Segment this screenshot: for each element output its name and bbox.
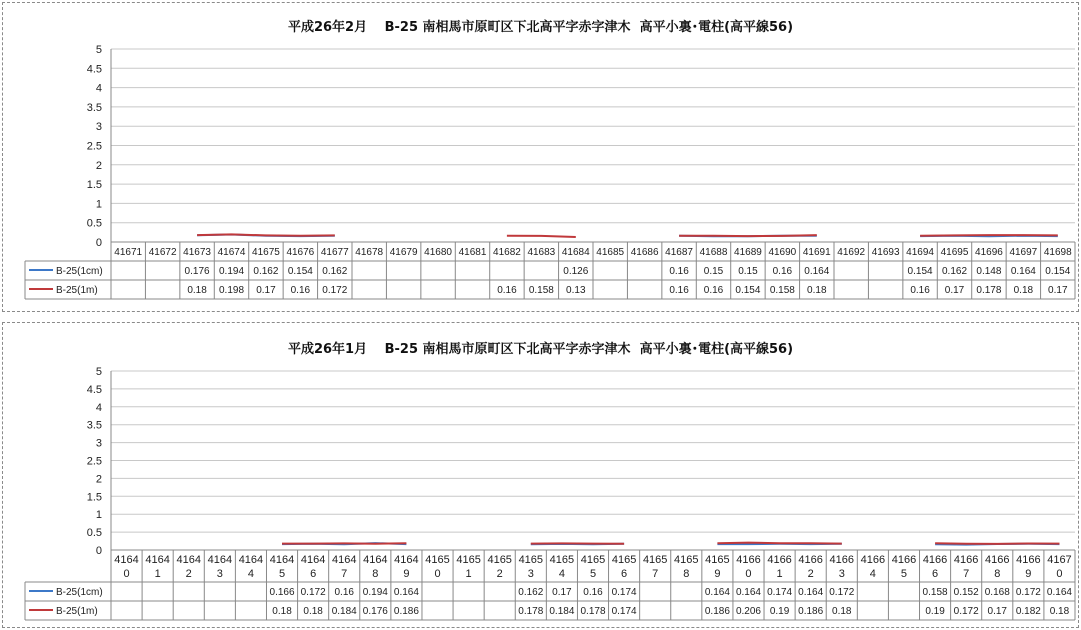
category-label: 41698 [1043, 247, 1072, 258]
category-label: 41679 [389, 247, 418, 258]
series-line [197, 234, 335, 235]
data-value: 0.16 [772, 266, 793, 277]
data-value: 0.18 [807, 285, 827, 296]
data-value: 0.126 [563, 266, 589, 277]
data-value: 0.154 [907, 266, 933, 277]
y-tick-label: 1.5 [86, 179, 102, 192]
data-value: 0.16 [290, 285, 311, 296]
y-tick-label: 3.5 [86, 101, 102, 114]
data-value: 0.174 [767, 587, 793, 598]
category-label: 41684 [561, 247, 590, 258]
y-tick-label: 1.5 [86, 491, 102, 504]
y-tick-label: 4 [95, 401, 102, 414]
category-label: 4164 6 [300, 554, 326, 580]
data-value: 0.164 [393, 587, 419, 598]
y-tick-label: 4.5 [86, 63, 102, 76]
category-label: 4165 3 [518, 554, 544, 580]
y-tick-label: 4 [95, 82, 102, 95]
data-value: 0.176 [362, 606, 388, 617]
category-label: 41687 [665, 247, 693, 258]
chart-panel-jan [2, 322, 1079, 628]
category-label: 41693 [871, 247, 900, 258]
data-value: 0.164 [1010, 266, 1036, 277]
category-label: 41697 [1009, 247, 1038, 258]
data-value: 0.174 [611, 587, 637, 598]
data-value: 0.164 [798, 587, 824, 598]
data-value: 0.154 [287, 266, 313, 277]
category-label: 4166 5 [891, 554, 917, 580]
chart-title: 平成26年2月 B-25 南相馬市原町区下北高平字赤字津木 高平小裏･電柱(高平線56) [287, 20, 794, 35]
data-value: 0.17 [552, 587, 572, 598]
category-label: 41678 [355, 247, 384, 258]
data-value: 0.18 [303, 606, 323, 617]
data-value: 0.162 [322, 266, 348, 277]
data-value: 0.164 [735, 587, 761, 598]
category-label: 41694 [906, 247, 934, 258]
data-value: 0.176 [184, 266, 210, 277]
category-label: 41681 [458, 247, 487, 258]
y-tick-label: 2 [95, 159, 102, 172]
data-value: 0.13 [566, 285, 586, 296]
data-value: 0.186 [798, 606, 824, 617]
data-value: 0.154 [735, 285, 761, 296]
y-tick-label: 2 [95, 473, 102, 486]
category-label: 4164 1 [145, 554, 170, 580]
category-label: 4164 0 [114, 554, 139, 580]
category-label: 4164 5 [269, 554, 295, 580]
y-tick-label: 2.5 [86, 455, 102, 468]
category-label: 4164 9 [394, 554, 419, 580]
data-value: 0.158 [528, 285, 554, 296]
data-value: 0.184 [549, 606, 575, 617]
category-label: 4166 7 [953, 554, 979, 580]
category-label: 41676 [286, 247, 315, 258]
category-label: 4166 0 [736, 554, 761, 580]
data-value: 0.152 [953, 587, 979, 598]
category-label: 41673 [183, 247, 211, 258]
category-label: 4166 1 [767, 554, 792, 580]
category-label: 4164 4 [238, 554, 264, 580]
category-label: 4166 2 [798, 554, 823, 580]
data-value: 0.158 [922, 587, 948, 598]
data-value: 0.16 [497, 285, 517, 296]
series-line [920, 235, 1058, 236]
data-value: 0.174 [611, 606, 637, 617]
data-value: 0.16 [334, 587, 354, 598]
category-label: 4166 6 [922, 554, 948, 580]
data-value: 0.172 [300, 587, 326, 598]
data-value: 0.17 [256, 285, 276, 296]
category-label: 4164 3 [207, 554, 233, 580]
data-value: 0.17 [987, 606, 1007, 617]
category-label: 41689 [734, 247, 762, 258]
category-label: 4165 6 [611, 554, 637, 580]
data-value: 0.186 [704, 606, 730, 617]
chart-title: 平成26年1月 B-25 南相馬市原町区下北高平字赤字津木 高平小裏･電柱(高平線56) [287, 342, 794, 357]
data-value: 0.168 [984, 587, 1010, 598]
series-line [935, 543, 1059, 544]
data-value: 0.162 [253, 266, 279, 277]
legend-label: B-25(1cm) [56, 587, 103, 598]
category-label: 4165 4 [549, 554, 575, 580]
data-value: 0.186 [393, 606, 419, 617]
series-line [507, 236, 576, 237]
category-label: 41672 [148, 247, 177, 258]
data-value: 0.206 [735, 606, 761, 617]
data-value: 0.17 [944, 285, 965, 296]
data-value: 0.158 [769, 285, 795, 296]
category-label: 4166 3 [829, 554, 855, 580]
category-label: 4167 0 [1047, 554, 1072, 580]
category-label: 41680 [424, 247, 452, 258]
data-value: 0.166 [269, 587, 295, 598]
data-value: 0.184 [331, 606, 357, 617]
y-tick-label: 0.5 [86, 217, 102, 230]
data-value: 0.16 [910, 285, 930, 296]
category-label: 41686 [630, 247, 659, 258]
data-value: 0.16 [669, 266, 689, 277]
y-tick-label: 3 [95, 437, 102, 450]
data-value: 0.164 [704, 587, 730, 598]
category-label: 41692 [837, 247, 866, 258]
legend-label: B-25(1cm) [56, 266, 103, 277]
category-label: 4164 2 [176, 554, 201, 580]
data-value: 0.19 [925, 606, 945, 617]
y-tick-label: 2.5 [86, 140, 102, 153]
category-label: 41685 [596, 247, 625, 258]
data-value: 0.18 [1049, 606, 1070, 617]
data-value: 0.18 [187, 285, 207, 296]
data-value: 0.162 [518, 587, 544, 598]
y-tick-label: 5 [95, 366, 102, 378]
data-value: 0.182 [1015, 606, 1041, 617]
chart-svg-feb [3, 3, 1080, 313]
y-tick-label: 3 [95, 121, 102, 134]
data-value: 0.164 [804, 266, 830, 277]
category-label: 4164 7 [331, 554, 357, 580]
data-value: 0.194 [218, 266, 245, 277]
data-value: 0.148 [976, 266, 1002, 277]
legend-label: B-25(1m) [56, 285, 98, 296]
y-tick-label: 5 [95, 44, 102, 56]
data-value: 0.172 [829, 587, 855, 598]
chart-panel-feb [2, 2, 1079, 312]
data-value: 0.16 [703, 285, 724, 296]
category-label: 41690 [768, 247, 797, 258]
category-label: 41683 [527, 247, 556, 258]
data-value: 0.18 [1013, 285, 1034, 296]
category-label: 4165 2 [487, 554, 512, 580]
data-value: 0.162 [941, 266, 968, 277]
category-label: 4166 8 [985, 554, 1010, 580]
category-label: 41695 [940, 247, 969, 258]
category-label: 41696 [975, 247, 1003, 258]
y-tick-label: 0 [95, 545, 102, 557]
category-label: 4165 9 [705, 554, 730, 580]
y-tick-label: 0 [95, 237, 102, 249]
category-label: 4164 8 [363, 554, 388, 580]
data-value: 0.18 [272, 606, 292, 617]
data-value: 0.178 [518, 606, 544, 617]
data-value: 0.198 [218, 285, 245, 296]
data-value: 0.18 [832, 606, 852, 617]
data-value: 0.178 [976, 285, 1002, 296]
data-value: 0.154 [1045, 266, 1071, 277]
data-value: 0.164 [1046, 587, 1072, 598]
data-value: 0.15 [703, 266, 724, 277]
y-tick-label: 0.5 [86, 527, 102, 540]
category-label: 41682 [493, 247, 521, 258]
category-label: 4165 5 [580, 554, 606, 580]
category-label: 4165 0 [425, 554, 450, 580]
category-label: 41688 [699, 247, 728, 258]
data-value: 0.172 [322, 285, 348, 296]
data-value: 0.19 [769, 606, 790, 617]
series-line [679, 235, 817, 236]
data-value: 0.16 [583, 587, 603, 598]
category-label: 4165 1 [456, 554, 481, 580]
data-value: 0.17 [1048, 285, 1068, 296]
y-tick-label: 4.5 [86, 383, 102, 396]
data-value: 0.15 [738, 266, 758, 277]
data-value: 0.194 [362, 587, 388, 598]
category-label: 41674 [217, 247, 246, 258]
category-label: 4165 7 [642, 554, 668, 580]
category-label: 4165 8 [674, 554, 699, 580]
data-value: 0.16 [669, 285, 689, 296]
y-tick-label: 3.5 [86, 419, 102, 432]
chart-svg-jan [3, 323, 1080, 629]
data-value: 0.172 [1015, 587, 1041, 598]
legend-label: B-25(1m) [56, 606, 98, 617]
y-tick-label: 1 [95, 509, 102, 522]
y-tick-label: 1 [95, 198, 102, 211]
category-label: 4166 4 [860, 554, 886, 580]
category-label: 41691 [802, 247, 831, 258]
category-label: 41675 [252, 247, 280, 258]
series-line [717, 543, 841, 544]
data-value: 0.178 [580, 606, 606, 617]
category-label: 4166 9 [1016, 554, 1041, 580]
category-label: 41671 [114, 247, 143, 258]
data-value: 0.172 [953, 606, 979, 617]
category-label: 41677 [320, 247, 349, 258]
